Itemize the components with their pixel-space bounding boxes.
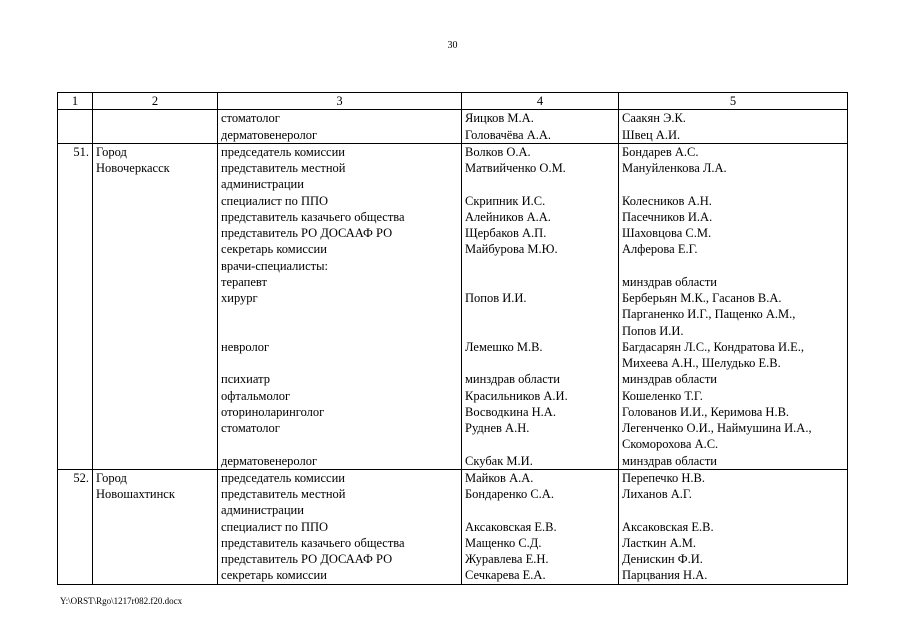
table-cell-col5: Саакян Э.К. <box>619 110 848 127</box>
table-cell-col5: Бондарев А.С. <box>619 143 848 160</box>
table-cell-col1 <box>58 193 93 209</box>
table-cell-col4: Майбурова М.Ю. <box>462 241 619 257</box>
table-cell-col1 <box>58 355 93 371</box>
table-cell-col5: минздрав области <box>619 274 848 290</box>
table-cell-col3 <box>218 323 462 339</box>
table-cell-col3: терапевт <box>218 274 462 290</box>
table-body <box>58 93 848 585</box>
table-cell-col4 <box>462 176 619 192</box>
table-cell-col5: Берберьян М.К., Гасанов В.А. <box>619 290 848 306</box>
table-cell-col2 <box>93 241 218 257</box>
table-cell-col4: Майков А.А. <box>462 469 619 486</box>
table-cell-col2 <box>93 388 218 404</box>
table-cell-col3: представитель РО ДОСААФ РО <box>218 225 462 241</box>
table-cell-col2: Город <box>93 469 218 486</box>
table-cell-col4: Сечкарева Е.А. <box>462 567 619 584</box>
table-cell-col4: Алейников А.А. <box>462 209 619 225</box>
table-row <box>58 420 848 436</box>
table-cell-col1 <box>58 160 93 176</box>
table-row <box>58 110 848 127</box>
table-cell-col4: Аксаковская Е.В. <box>462 519 619 535</box>
table-cell-col5: Пасечников И.А. <box>619 209 848 225</box>
table-cell-col3: стоматолог <box>218 110 462 127</box>
table-cell-col3: администрации <box>218 176 462 192</box>
table-cell-col2 <box>93 258 218 274</box>
table-cell-col4: Скубак М.И. <box>462 453 619 470</box>
table-cell-col2 <box>93 274 218 290</box>
table-cell-col4: Скрипник И.С. <box>462 193 619 209</box>
table-cell-col4 <box>462 502 619 518</box>
table-cell-col1 <box>58 420 93 436</box>
table-row <box>58 404 848 420</box>
table-row <box>58 535 848 551</box>
table-cell-col5 <box>619 258 848 274</box>
table-cell-col3: специалист по ППО <box>218 519 462 535</box>
table-cell-col3: врачи-специалисты: <box>218 258 462 274</box>
table-cell-col1 <box>58 486 93 502</box>
table-cell-col4: минздрав области <box>462 371 619 387</box>
table-cell-col4: Попов И.И. <box>462 290 619 306</box>
table-cell-col2 <box>93 371 218 387</box>
table-cell-col3: представитель РО ДОСААФ РО <box>218 551 462 567</box>
commission-table <box>57 92 848 585</box>
table-cell-col2 <box>93 420 218 436</box>
table-cell-col2 <box>93 127 218 144</box>
table-cell-col1 <box>58 551 93 567</box>
table-cell-col1: 52. <box>58 469 93 486</box>
table-cell-col3: председатель комиссии <box>218 143 462 160</box>
table-cell-col3: секретарь комиссии <box>218 567 462 584</box>
table-cell-col5: Скоморохова А.С. <box>619 436 848 452</box>
table-cell-col5: Кошеленко Т.Г. <box>619 388 848 404</box>
table-row <box>58 241 848 257</box>
table-cell-col3: представитель казачьего общества <box>218 535 462 551</box>
table-cell-col1 <box>58 436 93 452</box>
table-cell-col2 <box>93 567 218 584</box>
table-cell-col4: Восводкина Н.А. <box>462 404 619 420</box>
table-cell-col4: Руднев А.Н. <box>462 420 619 436</box>
table-row <box>58 567 848 584</box>
table-cell-col1 <box>58 274 93 290</box>
table-row <box>58 209 848 225</box>
table-cell-col2 <box>93 404 218 420</box>
table-cell-col2 <box>93 176 218 192</box>
table-cell-col2 <box>93 436 218 452</box>
table-cell-col3: дерматовенеролог <box>218 127 462 144</box>
table-cell-col3: специалист по ППО <box>218 193 462 209</box>
table-cell-col5: Багдасарян Л.С., Кондратова И.Е., <box>619 339 848 355</box>
table-cell-col1 <box>58 371 93 387</box>
header-cell-4: 4 <box>462 93 619 110</box>
table-cell-col5: Колесников А.Н. <box>619 193 848 209</box>
table-cell-col5: Перепечко Н.В. <box>619 469 848 486</box>
table-cell-col1 <box>58 110 93 127</box>
table-cell-col3: оториноларинголог <box>218 404 462 420</box>
table-cell-col3: администрации <box>218 502 462 518</box>
table-cell-col4: Мащенко С.Д. <box>462 535 619 551</box>
table-cell-col3: офтальмолог <box>218 388 462 404</box>
table-row <box>58 469 848 486</box>
table-cell-col1 <box>58 502 93 518</box>
table-cell-col5: минздрав области <box>619 371 848 387</box>
table-cell-col2 <box>93 110 218 127</box>
table-cell-col2: Новошахтинск <box>93 486 218 502</box>
table-row <box>58 274 848 290</box>
header-cell-5: 5 <box>619 93 848 110</box>
table-cell-col5: Ласткин А.М. <box>619 535 848 551</box>
table-row <box>58 160 848 176</box>
table-cell-col5: Парганенко И.Г., Пащенко А.М., <box>619 306 848 322</box>
table-cell-col4: Головачёва А.А. <box>462 127 619 144</box>
table-cell-col5: Денискин Ф.И. <box>619 551 848 567</box>
table-cell-col1 <box>58 258 93 274</box>
table-cell-col1: 51. <box>58 143 93 160</box>
table-cell-col3: представитель казачьего общества <box>218 209 462 225</box>
table-cell-col4: Щербаков А.П. <box>462 225 619 241</box>
table-cell-col2 <box>93 209 218 225</box>
table-cell-col1 <box>58 388 93 404</box>
header-cell-3: 3 <box>218 93 462 110</box>
table-cell-col3 <box>218 306 462 322</box>
table-cell-col4: Бондаренко С.А. <box>462 486 619 502</box>
table-row <box>58 502 848 518</box>
table-cell-col1 <box>58 225 93 241</box>
table-cell-col3: председатель комиссии <box>218 469 462 486</box>
table-cell-col3: дерматовенеролог <box>218 453 462 470</box>
table-row <box>58 388 848 404</box>
table-cell-col2 <box>93 306 218 322</box>
table-cell-col2 <box>93 535 218 551</box>
table-cell-col5: Аксаковская Е.В. <box>619 519 848 535</box>
table-cell-col1 <box>58 404 93 420</box>
table-cell-col5: Легенченко О.И., Наймушина И.А., <box>619 420 848 436</box>
table-cell-col4: Яицков М.А. <box>462 110 619 127</box>
table-row <box>58 355 848 371</box>
table-row <box>58 127 848 144</box>
table-cell-col1 <box>58 323 93 339</box>
table-cell-col4 <box>462 436 619 452</box>
table-row <box>58 486 848 502</box>
table-cell-col1 <box>58 519 93 535</box>
table-cell-col4 <box>462 306 619 322</box>
table-row <box>58 143 848 160</box>
table-cell-col4: Волков О.А. <box>462 143 619 160</box>
page-number: 30 <box>447 40 458 51</box>
table-cell-col4 <box>462 258 619 274</box>
table-cell-col1 <box>58 176 93 192</box>
table-cell-col4 <box>462 274 619 290</box>
table-row <box>58 519 848 535</box>
table-cell-col2: Новочеркасск <box>93 160 218 176</box>
table-cell-col2 <box>93 551 218 567</box>
table-cell-col2 <box>93 339 218 355</box>
table-cell-col4: Лемешко М.В. <box>462 339 619 355</box>
file-path-footer: Y:\ORST\Rgo\1217r082.f20.docx <box>60 596 183 606</box>
table-row <box>58 339 848 355</box>
table-row <box>58 225 848 241</box>
table-cell-col5: Шаховцова С.М. <box>619 225 848 241</box>
table-cell-col1 <box>58 209 93 225</box>
table-cell-col1 <box>58 306 93 322</box>
table-cell-col3 <box>218 436 462 452</box>
table-cell-col5 <box>619 176 848 192</box>
table-row <box>58 323 848 339</box>
table-cell-col1 <box>58 127 93 144</box>
table-cell-col2 <box>93 193 218 209</box>
table-cell-col1 <box>58 339 93 355</box>
table-row <box>58 453 848 470</box>
table-cell-col5: минздрав области <box>619 453 848 470</box>
table-cell-col5: Голованов И.И., Керимова Н.В. <box>619 404 848 420</box>
table-row <box>58 176 848 192</box>
table-cell-col2 <box>93 519 218 535</box>
table-cell-col4: Красильников А.И. <box>462 388 619 404</box>
header-cell-1: 1 <box>58 93 93 110</box>
table-row <box>58 551 848 567</box>
table-row <box>58 258 848 274</box>
table-cell-col3: невролог <box>218 339 462 355</box>
table-cell-col2 <box>93 502 218 518</box>
table-cell-col5: Парцвания Н.А. <box>619 567 848 584</box>
table-cell-col5: Мануйленкова Л.А. <box>619 160 848 176</box>
table-cell-col1 <box>58 453 93 470</box>
table-cell-col5 <box>619 502 848 518</box>
table-cell-col1 <box>58 535 93 551</box>
table-cell-col4: Журавлева Е.Н. <box>462 551 619 567</box>
table-cell-col2 <box>93 323 218 339</box>
table-row <box>58 436 848 452</box>
table-cell-col2: Город <box>93 143 218 160</box>
table-cell-col5: Попов И.И. <box>619 323 848 339</box>
table-cell-col2 <box>93 355 218 371</box>
table-row <box>58 290 848 306</box>
table-cell-col3: представитель местной <box>218 160 462 176</box>
header-row <box>58 93 848 110</box>
table-cell-col3: стоматолог <box>218 420 462 436</box>
table-cell-col1 <box>58 290 93 306</box>
table-cell-col3: психиатр <box>218 371 462 387</box>
table-cell-col3: хирург <box>218 290 462 306</box>
table-cell-col2 <box>93 225 218 241</box>
table-cell-col3: представитель местной <box>218 486 462 502</box>
table-cell-col2 <box>93 290 218 306</box>
table-cell-col4 <box>462 323 619 339</box>
table-cell-col1 <box>58 241 93 257</box>
table-cell-col5: Лиханов А.Г. <box>619 486 848 502</box>
table-row <box>58 306 848 322</box>
table-cell-col5: Михеева А.Н., Шелудько Е.В. <box>619 355 848 371</box>
table-cell-col4 <box>462 355 619 371</box>
header-cell-2: 2 <box>93 93 218 110</box>
table-cell-col3 <box>218 355 462 371</box>
table-cell-col5: Швец А.И. <box>619 127 848 144</box>
table-cell-col5: Алферова Е.Г. <box>619 241 848 257</box>
table-cell-col4: Матвийченко О.М. <box>462 160 619 176</box>
table-row <box>58 193 848 209</box>
table-cell-col3: секретарь комиссии <box>218 241 462 257</box>
table-cell-col1 <box>58 567 93 584</box>
table-row <box>58 371 848 387</box>
table-cell-col2 <box>93 453 218 470</box>
